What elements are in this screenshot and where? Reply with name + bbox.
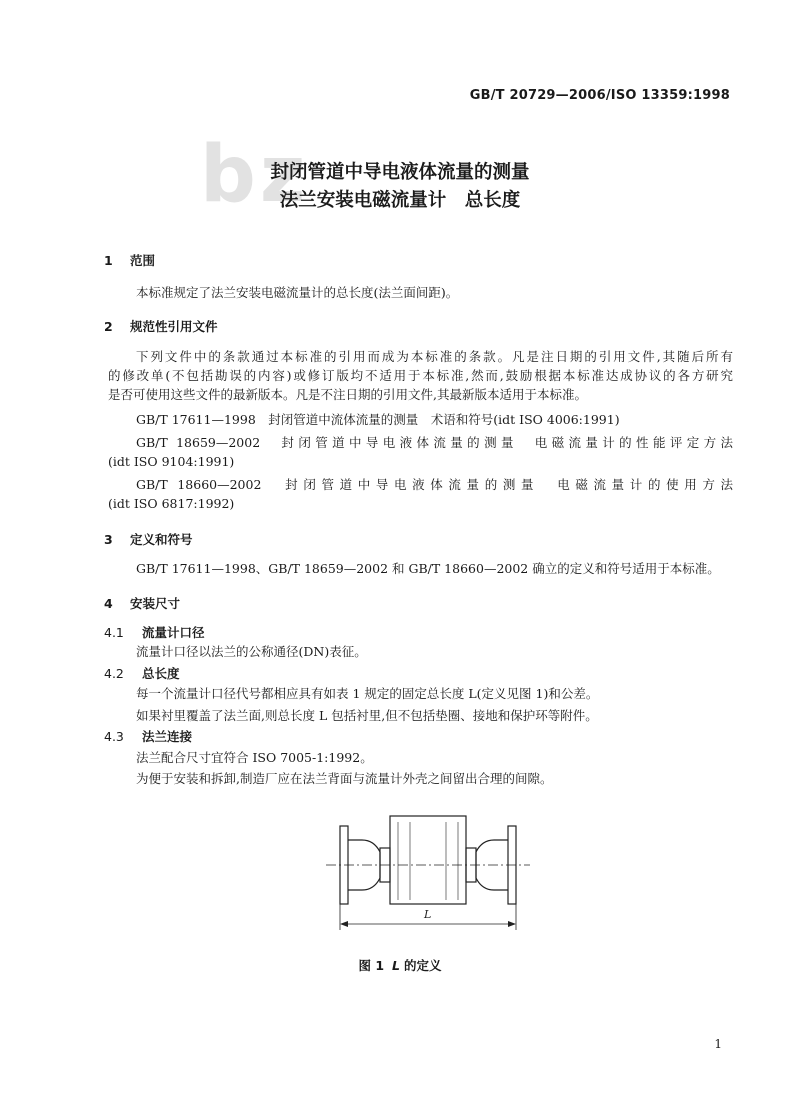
standard-code: GB/T 20729—2006/ISO 13359:1998 [469, 88, 730, 103]
meter-body [390, 816, 466, 904]
caption-prefix: 图 1 [358, 958, 385, 973]
arrow-right-icon [508, 921, 516, 927]
section-title: 安装尺寸 [130, 596, 181, 611]
reference-item-3-cont: (idt ISO 6817:1992) [108, 496, 235, 511]
subsection-title: 流量计口径 [142, 625, 205, 640]
figure-caption [0, 956, 800, 974]
figure-flowmeter-diagram [318, 812, 538, 940]
reference-item-2-cont: (idt ISO 9104:1991) [108, 454, 235, 469]
section-title: 定义和符号 [130, 532, 193, 547]
arrow-left-icon [340, 921, 348, 927]
section-number: 4 [104, 596, 113, 611]
reference-item-3: GB/T 18660—2002 封闭管道中导电液体流量的测量 电磁流量计的使用方法 [136, 477, 733, 492]
section-2-intro-line2: 的修改单(不包括勘误的内容)或修订版均不适用于本标准,然而,鼓励根据本标准达成协议的各方研究 [108, 368, 733, 383]
section-3-body: GB/T 17611—1998、GB/T 18659—2002 和 GB/T 18660—2002 确立的定义和符号适用于本标准。 [136, 561, 720, 576]
subsection-4-2-body-1: 每一个流量计口径代号都相应具有如表 1 规定的固定总长度 L(定义见图 1)和公差。 [136, 686, 599, 701]
section-number: 3 [104, 532, 113, 547]
section-4-heading [104, 594, 180, 612]
subsection-number: 4.3 [104, 729, 124, 744]
section-title: 范围 [130, 253, 156, 268]
subsection-4-2-heading [104, 664, 180, 682]
page-title-line2: 法兰安装电磁流量计 总长度 [279, 190, 521, 211]
page-title-line1: 封闭管道中导电液体流量的测量 [270, 162, 530, 183]
section-3-heading [104, 530, 193, 548]
subsection-title: 法兰连接 [142, 729, 193, 744]
section-number: 1 [104, 253, 113, 268]
reference-item-2: GB/T 18659—2002 封闭管道中导电液体流量的测量 电磁流量计的性能评定方法 [136, 435, 733, 450]
subsection-4-3-heading [104, 727, 192, 745]
subsection-number: 4.1 [104, 625, 124, 640]
subsection-4-1-body: 流量计口径以法兰的公称通径(DN)表征。 [136, 644, 367, 659]
section-1-body: 本标准规定了法兰安装电磁流量计的总长度(法兰面间距)。 [136, 285, 459, 300]
section-1-heading [104, 251, 155, 269]
subsection-title: 总长度 [142, 666, 180, 681]
section-2-intro-line1: 下列文件中的条款通过本标准的引用而成为本标准的条款。凡是注日期的引用文件,其随后所有 [136, 349, 733, 364]
caption-suffix: 的定义 [404, 958, 442, 973]
dimension-label: L [424, 908, 432, 921]
section-2-intro-line3: 是否可使用这些文件的最新版本。凡是不注日期的引用文件,其最新版本适用于本标准。 [108, 387, 587, 402]
subsection-4-3-body-1: 法兰配合尺寸宜符合 ISO 7005-1:1992。 [136, 750, 373, 765]
subsection-4-1-heading [104, 623, 205, 641]
subsection-number: 4.2 [104, 666, 124, 681]
section-2-heading [104, 317, 218, 335]
section-title: 规范性引用文件 [130, 319, 218, 334]
subsection-4-2-body-2: 如果衬里覆盖了法兰面,则总长度 L 包括衬里,但不包括垫圈、接地和保护环等附件。 [136, 708, 598, 723]
section-number: 2 [104, 319, 113, 334]
caption-symbol: L [392, 958, 400, 973]
page-number: 1 [714, 1037, 722, 1051]
watermark: bz [200, 130, 310, 220]
reference-item-1: GB/T 17611—1998 封闭管道中流体流量的测量 术语和符号(idt ISO 4006:1991) [136, 412, 620, 427]
subsection-4-3-body-2: 为便于安装和拆卸,制造厂应在法兰背面与流量计外壳之间留出合理的间隙。 [136, 771, 553, 786]
